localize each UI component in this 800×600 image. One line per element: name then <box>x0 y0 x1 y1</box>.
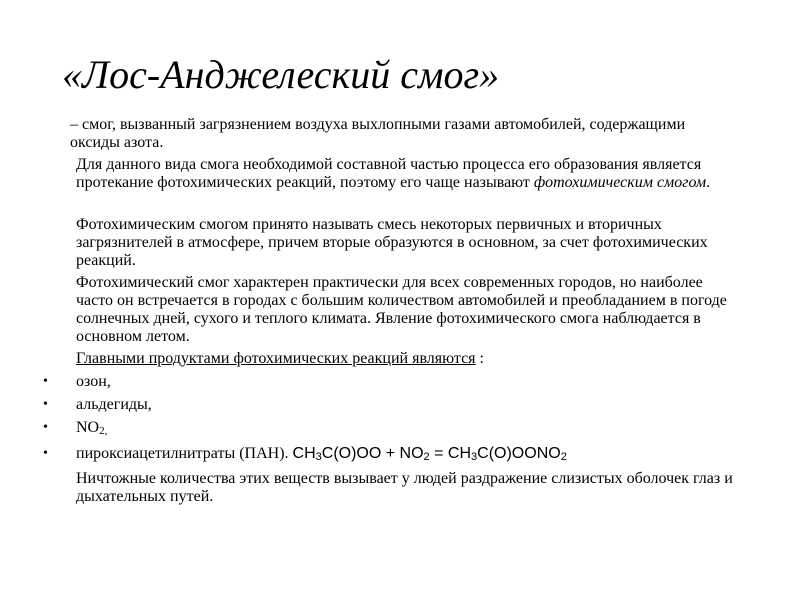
definition-paragraph <box>76 156 736 192</box>
formula-part: C(O)OONO <box>477 445 561 462</box>
list-item-no2-text: NO <box>76 419 100 436</box>
characteristics-paragraph <box>76 274 736 346</box>
formula-subscript: 3 <box>315 451 322 463</box>
intro-paragraph <box>70 116 736 152</box>
intro-text: – смог, вызванный загрязнением воздуха выхлопными газами автомобилей, содержащими оксиды азота. <box>70 116 686 151</box>
list-item-no2 <box>43 419 736 440</box>
list-item-pan-text: пироксиацетилнитраты (ПАН). <box>76 445 293 462</box>
closing-paragraph <box>76 470 736 506</box>
definition-period: . <box>706 174 711 191</box>
bullet-icon: • <box>43 420 48 435</box>
bullet-icon: • <box>43 397 48 412</box>
photochemical-smog-text: Фотохимическим смогом принято называть смесь некоторых первичных и вторичных загрязнителей в атмосфере, причем вторые образуются в основном, за счет фотохимических реакций. <box>76 216 708 269</box>
formula-subscript: 2 <box>560 451 567 463</box>
bullet-icon: • <box>43 374 48 389</box>
list-item-no2-subscript: 2, <box>99 425 108 437</box>
formula-part: = CH <box>429 445 472 462</box>
definition-italic-term: фотохимическим смогом <box>533 174 707 191</box>
closing-text: Ничтожные количества этих веществ вызывает у людей раздражение слизистых оболочек глаз и дыхательных путей. <box>76 470 733 505</box>
products-heading-line <box>76 350 736 368</box>
pan-formula <box>293 445 567 462</box>
definition-text: Для данного вида смога необходимой составной частью процесса его образования является протекание фотохимических реакций, поэтому его чаще называют <box>76 156 702 191</box>
products-heading: Главными продуктами фотохимических реакций являются <box>76 350 476 367</box>
products-colon: : <box>475 350 484 367</box>
slide-body <box>43 116 736 506</box>
formula-subscript: 3 <box>471 451 478 463</box>
bullet-icon: • <box>43 446 48 461</box>
slide-title: «Лос-Анджелеский смог» <box>62 52 500 97</box>
list-item-aldehydes <box>43 396 736 414</box>
list-item-ozone-text: озон, <box>76 373 111 390</box>
list-item-pan <box>43 445 736 466</box>
formula-part: C(O)OO + NO <box>321 445 424 462</box>
characteristics-text: Фотохимический смог характерен практически для всех современных городов, но наиболее часто он встречается в городах с большим количеством автомобилей и преобладанием в погоде солнечных дней, сухого и теплого климата. Явление фотохимического смога наблюдается в основном летом. <box>76 274 727 345</box>
formula-subscript: 2 <box>423 451 430 463</box>
list-item-aldehydes-text: альдегиды, <box>76 396 152 413</box>
products-list <box>43 373 736 466</box>
list-item-ozone <box>43 373 736 391</box>
formula-part: CH <box>292 445 316 462</box>
photochemical-smog-paragraph <box>76 216 736 270</box>
